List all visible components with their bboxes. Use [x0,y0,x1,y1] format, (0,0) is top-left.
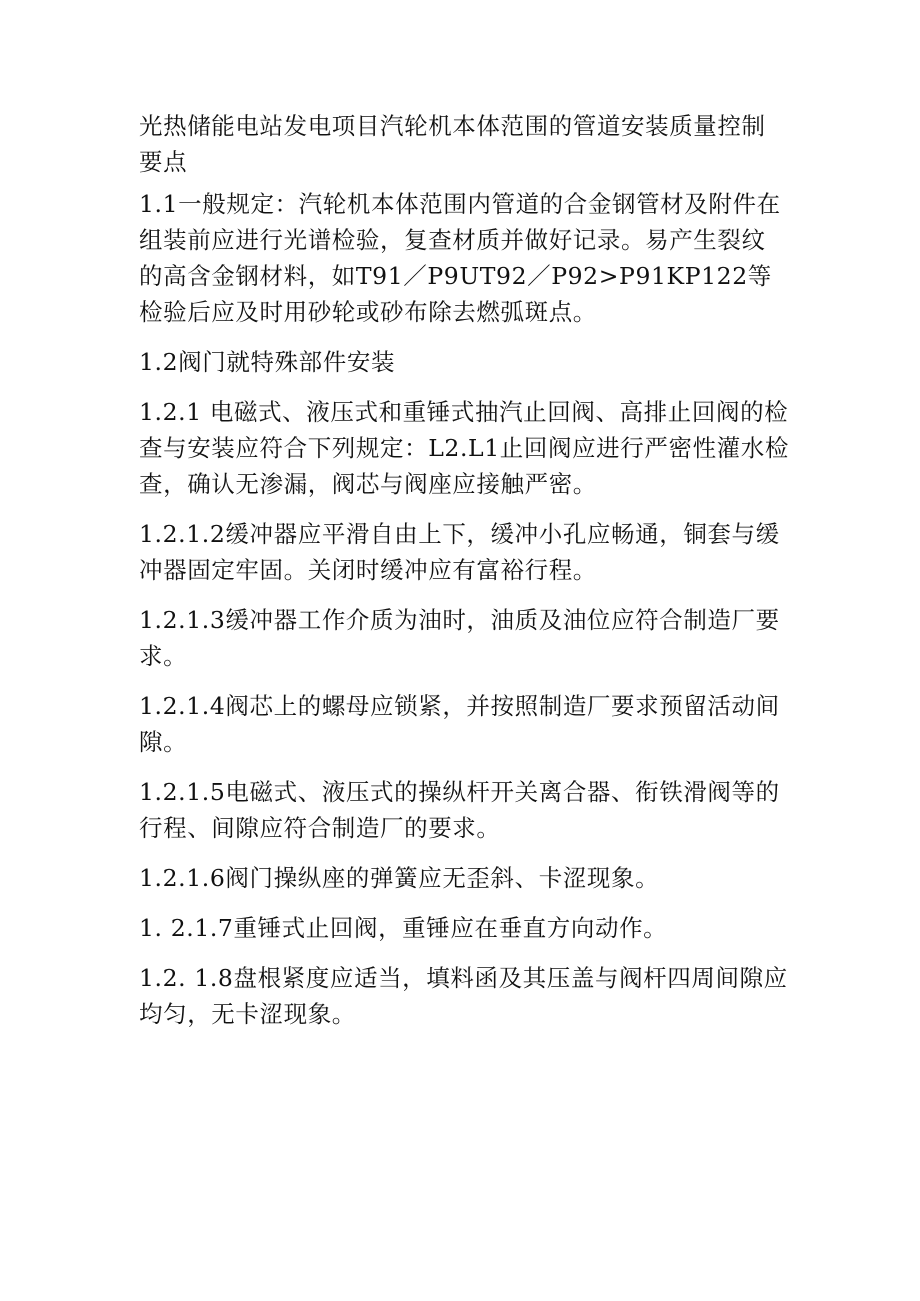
paragraph-1-2-heading: 1.2阀门就特殊部件安装 [139,348,396,376]
paragraph-1-2-1-8: 1.2. 1.8盘根紧度应适当，填料函及其压盖与阀杆四周间隙应均匀，无卡涩现象。 [139,964,788,1028]
paragraph-1-2-1: 1.2.1 电磁式、液压式和重锤式抽汽止回阀、高排止回阀的检查与安装应符合下列规定：L2.L1止回阀应进行严密性灌水检查，确认无渗漏，阀芯与阀座应接触严密。 [139,398,789,498]
paragraph-1-2-1-5: 1.2.1.5电磁式、液压式的操纵杆开关离合器、衔铁滑阀等的行程、间隙应符合制造厂的要求。 [139,778,780,842]
paragraph-1-2-1-7: 1. 2.1.7重锤式止回阀，重锤应在垂直方向动作。 [139,914,668,942]
document-body [139,108,789,1046]
paragraph-1-2-1-3: 1.2.1.3缓冲器工作介质为油时，油质及油位应符合制造厂要求。 [139,606,780,670]
paragraph-1-1-general: 1.1一般规定：汽轮机本体范围内管道的合金钢管材及附件在组装前应进行光谱检验，复查材质并做好记录。易产生裂纹的高含金钢材料，如T91／P9UT92／P92>P91KP122等检验后应及时用砂轮或砂布除去燃弧斑点。 [139,190,781,326]
paragraph-1-2-1-4: 1.2.1.4阀芯上的螺母应锁紧，并按照制造厂要求预留活动间隙。 [139,692,780,756]
paragraph-1-2-1-2: 1.2.1.2缓冲器应平滑自由上下，缓冲小孔应畅通，铜套与缓冲器固定牢固。关闭时缓冲应有富裕行程。 [139,520,780,584]
paragraph-1-2-1-6: 1.2.1.6阀门操纵座的弹簧应无歪斜、卡涩现象。 [139,864,660,892]
document-title: 光热储能电站发电项目汽轮机本体范围的管道安装质量控制要点 [139,112,766,176]
